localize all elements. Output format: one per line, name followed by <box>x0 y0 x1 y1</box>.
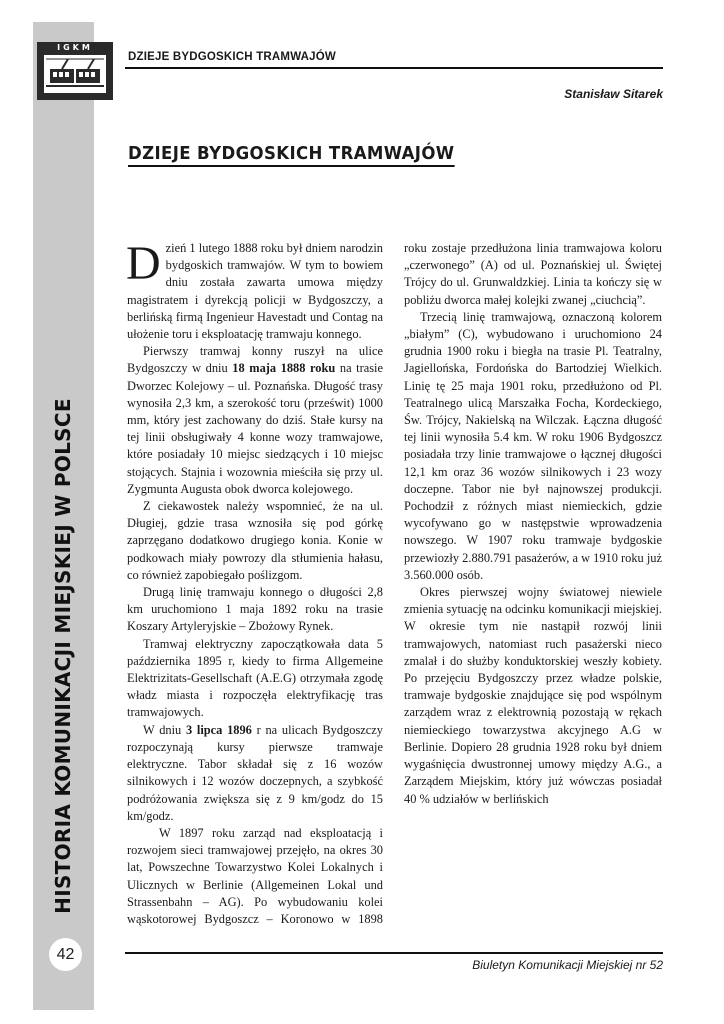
drop-cap: D <box>126 237 161 290</box>
paragraph-continued: roku zostaje przedłużona linia tramwajowa koloru „czerwonego” (A) od ul. Poznańskiej ul. Świętej Trójcy do ul. Grunwaldzkiej. Linia ta kończy się w pobliżu dworca małej kolejki zwanej „ciuchcią”. <box>404 241 662 307</box>
tram-icon <box>44 55 106 93</box>
paragraph-text: r na ulicach Bydgoszczy rozpoczynają kursy pierwsze tramwaje elektryczne. Tabor składał się z 16 wozów silnikowych i 12 wozów doczepnych, a szybkość podróżowania zwiększa się z 9 km/godz do 15 km/godz. <box>127 722 383 823</box>
bold-date: 18 maja 1888 roku <box>232 361 336 376</box>
paragraph-text: W dniu <box>143 722 186 737</box>
article-title: DZIEJE BYDGOSKICH TRAMWAJÓW <box>128 143 454 167</box>
paragraph-text: zień 1 lutego 1888 roku był dniem narodzin bydgoskich tramwajów. W tym to bowiem dniu została zawarta umowa między magistratem i dyrekcją policji w Bydgoszczy, a berlińską firmą Ingenieur Havestadt und Contag na ułożenie toru i eksploatację tramwaju konnego. <box>127 241 383 342</box>
paragraph: Z ciekawostek należy wspomnieć, że na ul. Długiej, gdzie trasa wznosiła się pod górkę zaprzęgano dodatkowo drugiego konia. Konie w podkowach miały powrozy dla stłumienia hałasu, co również zapobiegało poślizgom. <box>127 499 383 582</box>
column-right <box>404 240 662 808</box>
logo-text: IGKM <box>57 43 93 52</box>
paragraph <box>126 237 383 343</box>
column-left <box>126 237 383 928</box>
paragraph-text: Pierwszy tramwaj konny ruszył na ulice Bydgoszczy w dniu <box>127 344 383 376</box>
paragraph: Trzecią linię tramwajową, oznaczoną kolorem „białym” (C), wybudowano i uruchomiono 24 grudnia 1900 roku i biegła na trasie Pl. Teatralny, Jagiellońska, Fordońska do Bartodziej Wielkich. Linię tę 25 maja 1901 roku, przedłużono od Pl. Teatralnego ulicą Marszałka Focha, Kordeckiego, Św. Trójcy, Nakielską na Wilczak. Łączna długość tej linii wynosiła 5.4 km. W roku 1906 Bydgoszcz posiadała trzy linie tramwajowe o łącznej długości 12,1 km oraz 36 wozów silnikowych i 23 wozy doczepne. Tabor nie był najnowszej produkcji. Pochodził z różnych miast niemieckich, gdzie wycofywano go w następstwie wprowadzenia nowszego. W 1907 roku tramwaje bydgoskie przewiozły 2.880.791 pasażerów, a w 1910 roku już 3.560.000 osób. <box>404 309 662 582</box>
series-title: HISTORIA KOMUNIKACJI MIEJSKIEJ W POLSCE <box>51 398 75 914</box>
igkm-logo <box>37 42 113 100</box>
author-name: Stanisław Sitarek <box>564 87 663 101</box>
paragraph: Okres pierwszej wojny światowej niewiele zmienia sytuację na odcinku komunikacji miejskiej. W okresie tym nie nastąpił rozwój linii tramwajowych, natomiast ruch pasażerski nieco zmalał i do służby konduktorskiej weszły kobiety. Po przejęciu Bydgoszczy przez władze polskie, tramwaje bydgoskie znajdujące się pod wspólnym zarządem wraz z elektrownią pozostają w rękach niemieckiego towarzystwa akcyjnego A.G w Berlinie. Dopiero 28 grudnia 1928 roku był dniem wygaśnięcia dwustronnej umowy między A.G., a Zarządem Miejskim, który już wówczas posiadał 40 % udziałów w berlińskich <box>404 585 662 806</box>
footer-rule <box>125 952 663 954</box>
paragraph-text: na trasie Dworzec Kolejowy – ul. Poznańska. Długość trasy wynosiła 2,3 km, a szerokość toru (prześwit) 1000 mm, który jest zachowany do dziś. Stałe kursy na tej linii obsługiwały 4 konne wozy tramwajowe, które posiadały 10 miejsc siedzących i 10 miejsc stojących. Stajnia i wozownia mieściła się przy ul. Zygmunta Augusta obok dworca kolejowego. <box>127 361 383 496</box>
paragraph <box>127 343 383 498</box>
paragraph <box>127 722 383 825</box>
paragraph: W 1897 roku zarząd nad eksploatacją i rozwojem sieci tramwajowej przejęło, na okres 30 lat, Powszechne Towarzystwo Kolei Lokalnych i Ulicznych w Berlinie (Allgemeinen Lokal und Strassenbahn – AG). Po wybudowaniu kolei wąskotorowej Bydgoszcz – Koronowo w 1898 <box>127 825 383 926</box>
page-number: 42 <box>49 938 82 971</box>
bold-date: 3 lipca 1896 <box>185 722 252 737</box>
footer-publication: Biuletyn Komunikacji Miejskiej nr 52 <box>472 958 663 972</box>
paragraph: Tramwaj elektryczny zapoczątkowała data 5 października 1895 r, kiedy to firma Allgemeine Elektrizitats-Gesellschaft (A.E.G) otrzymała zgodę władz miasta i rozpoczęła elektryfikację tras tramwajowych. <box>127 636 383 720</box>
paragraph: Drugą linię tramwaju konnego o długości 2,8 km uruchomiono 1 maja 1892 roku na trasie Koszary Artyleryjskie – Zbożowy Rynek. <box>127 585 383 634</box>
running-header: DZIEJE BYDGOSKICH TRAMWAJÓW <box>128 51 336 63</box>
header-rule <box>125 67 663 69</box>
